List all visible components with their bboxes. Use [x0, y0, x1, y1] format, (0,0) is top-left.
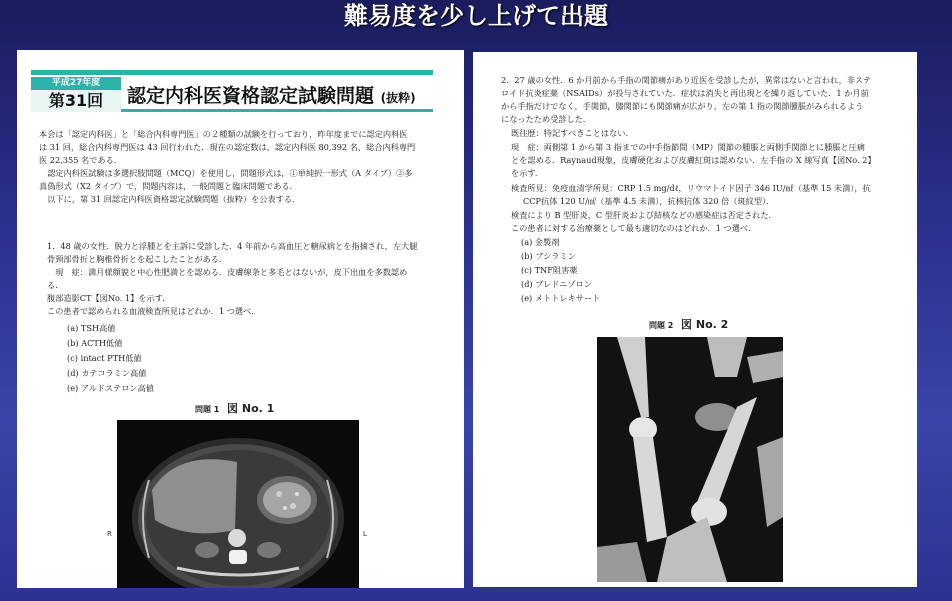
option-c: (c) TNF阻害薬	[521, 265, 578, 275]
question-1-line: この患者で認められる血液検査所見はどれか．1 つ選べ．	[47, 306, 260, 316]
intro-line: 以下に，第 31 回認定内科医資格認定試験問題（抜粋）を公表する．	[39, 194, 301, 204]
intro-line: 認定内科医試験は多選択肢問題（MCQ）を使用し，問題形式は，①単純択一形式（A タイプ）②多	[39, 168, 413, 178]
intro-line: 真偽形式（X2 タイプ）で，問題内容は，一般問題と臨床問題である．	[39, 181, 298, 191]
figure-2-question-label: 問題 2	[649, 321, 674, 330]
exam-year-label: 平成27年度	[31, 77, 121, 90]
option-b: (b) ACTH低値	[67, 338, 123, 348]
question-2-line: 既往歴：特記すべきことはない．	[511, 128, 634, 138]
question-2-line: とを認める．Raynaud現象，皮膚硬化および皮膚紅斑は認めない．左手指の X 線写真【図No. 2】	[511, 155, 876, 165]
option-d: (d) プレドニゾロン	[521, 279, 592, 289]
intro-line: 医 22,355 名である．	[39, 155, 122, 165]
abdominal-ct-image	[117, 420, 359, 588]
question-2-line: 検査所見：免疫血清学所見：CRP 1.5 mg/dℓ，リウマトイド因子 346 IU/㎖（基準 15 未満），抗	[511, 183, 871, 193]
question-1-line: 1．48 歳の女性．脱力と浮腫とを主訴に受診した．4 年前から高血圧と糖尿病とを指摘され，左大腿	[47, 241, 418, 251]
option-e: (e) メトトレキサート	[521, 293, 601, 303]
ct-side-left-marker: R	[107, 530, 112, 538]
question-2-line: から手指だけでなく，手関節，膝関節にも関節痛が広がり，左の第 1 指の関節腫脹がみられるよう	[501, 101, 864, 111]
figure-1-question-label: 問題 1	[195, 405, 220, 414]
question-2-line: ロイド抗炎症薬（NSAIDs）が投与されていた．症状は消失と再出現とを繰り返していた．1 か月前	[501, 88, 869, 98]
question-2-line: 現 症：両側第 1 から第 3 指までの中手指節間（MP）関節の腫脹と両側手関節とに腫脹と圧痛	[511, 142, 866, 152]
option-c: (c) intact PTH低値	[67, 353, 142, 363]
question-2-line: 2．27 歳の女性．6 か月前から手指の関節痛があり近医を受診したが，異常はないと言われ，非ステ	[501, 75, 872, 85]
option-d: (d) カテコラミン高値	[67, 368, 147, 378]
ct-side-right-marker: L	[363, 530, 367, 538]
intro-line: は 31 回，総合内科専門医は 43 回行われた．現在の認定数は，認定内科医 80,392 名，総合内科専門	[39, 142, 416, 152]
figure-1-caption	[195, 400, 274, 416]
question-1-line: 腹部造影CT【図No. 1】を示す．	[47, 293, 171, 303]
figure-2-label: 図 No. 2	[681, 318, 729, 331]
question-2-line: になったため受診した．	[501, 114, 592, 124]
exam-title-text: 認定内科医資格認定試験問題	[127, 85, 375, 107]
question-2-line: この患者に対する治療薬として最も適切なのはどれか．1 つ選べ．	[511, 223, 757, 233]
option-a: (a) TSH高値	[67, 323, 116, 333]
exam-title-suffix: (抜粋)	[380, 91, 416, 105]
figure-2-caption	[649, 316, 728, 332]
hand-xray-image	[597, 337, 783, 582]
figure-1-label: 図 No. 1	[227, 402, 275, 415]
option-a: (a) 金製剤	[521, 237, 560, 247]
exam-title	[121, 80, 433, 112]
option-e: (e) アルドステロン高値	[67, 383, 154, 393]
question-1-line: 現 症：満月様顔貌と中心性肥満とを認める．皮膚線条と多毛とはないが，皮下出血を多数認め	[47, 267, 408, 277]
question-1-line: る．	[47, 280, 64, 290]
exam-page-right	[473, 52, 917, 587]
question-2-line: を示す．	[511, 168, 544, 178]
exam-page-left	[17, 50, 464, 588]
question-2-line: CCP抗体 120 U/㎖（基準 4.5 未満），抗核抗体 320 倍（斑紋型）．	[523, 196, 775, 206]
option-b: (b) ブシラミン	[521, 251, 576, 261]
question-2-line: 検査により B 型肝炎，C 型肝炎および結核などの感染症は否定された．	[511, 210, 777, 220]
slide-title: 難易度を少し上げて出題	[344, 2, 608, 30]
intro-line: 本会は「認定内科医」と「総合内科専門医」の２種類の試験を行っており，昨年度までに認定内科医	[39, 129, 408, 139]
exam-round-label: 第31回	[31, 90, 121, 112]
header-accent-bar	[31, 70, 433, 75]
question-1-line: 骨頸部骨折と胸椎骨折とを起こしたことがある．	[47, 254, 228, 264]
